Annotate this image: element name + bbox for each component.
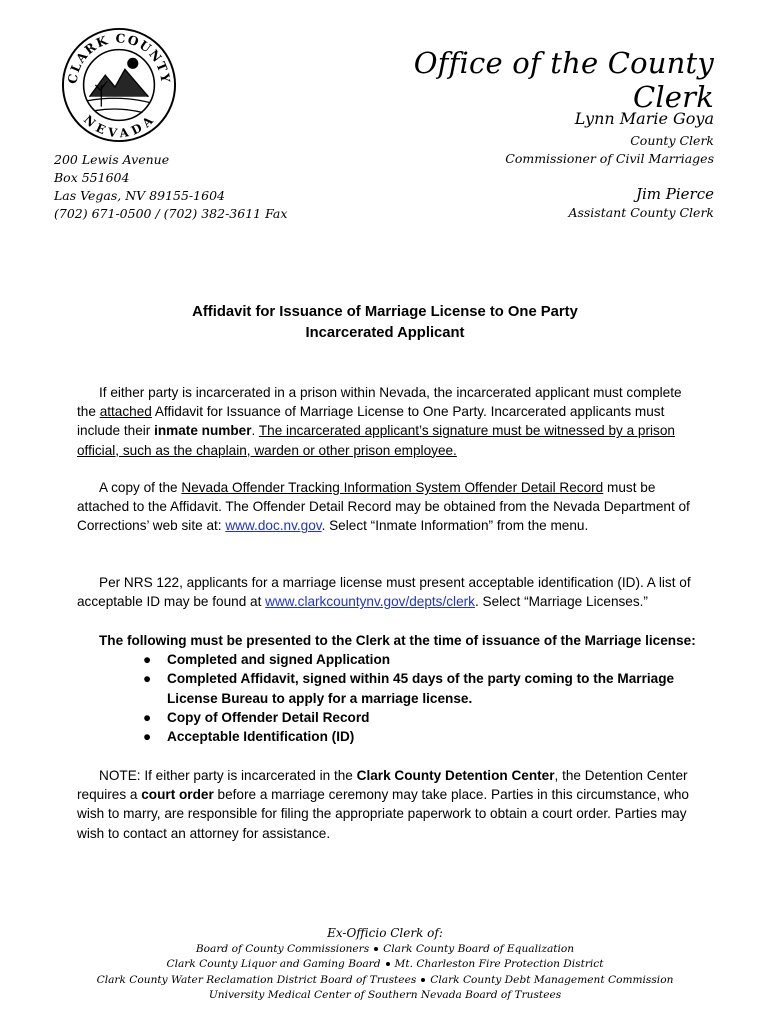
assistant-title: Assistant County Clerk — [568, 205, 714, 220]
bullet-icon: ● — [143, 671, 152, 687]
footer-water-reclamation: Clark County Water Reclamation District Board of Trustees — [96, 973, 417, 986]
address-block — [54, 151, 287, 223]
bullet-icon: ● — [143, 709, 152, 725]
requirements-section — [77, 631, 697, 746]
para3-text-1: Per NRS 122, applicants for a marriage license must present acceptable identification (ID). A list of acceptable ID may be found at — [77, 575, 691, 610]
svg-text:NEVADA — [81, 112, 157, 140]
clerk-title: County Clerk — [630, 133, 714, 148]
note-text-2: , the Detention Center requires a — [77, 768, 688, 803]
para1-text-1: If either party is incarcerated in a prison within Nevada, the incarcerated applicant must complete the — [77, 385, 682, 420]
note-text-1: NOTE: If either party is incarcerated in the — [99, 768, 357, 783]
svg-text:CLARK COUNTY — [64, 31, 173, 85]
document-heading — [0, 302, 770, 344]
document-title-line1: Affidavit for Issuance of Marriage License to One Party — [192, 304, 578, 320]
footer — [0, 925, 770, 1004]
address-line-street: 200 Lewis Avenue — [54, 152, 170, 167]
para2-system-name: Nevada Offender Tracking Information System Offender Detail Record — [181, 480, 604, 495]
requirements-heading: The following must be presented to the Clerk at the time of issuance of the Marriage license: — [99, 633, 696, 648]
bullet-icon — [386, 962, 390, 966]
seal-bottom-text: NEVADA — [80, 112, 158, 141]
clark-county-clerk-link[interactable]: www.clarkcountynv.gov/depts/clerk — [265, 594, 475, 610]
bullet-icon: ● — [143, 729, 152, 745]
footer-line-2 — [0, 957, 770, 972]
para2-text-1: A copy of the — [99, 480, 182, 495]
doc-nv-gov-link[interactable]: www.doc.nv.gov — [225, 518, 322, 534]
footer-board-commissioners: Board of County Commissioners — [195, 943, 370, 955]
note-detention-center: Clark County Detention Center — [356, 768, 555, 783]
footer-debt-management: Clark County Debt Management Commission — [430, 973, 674, 986]
list-item — [77, 727, 697, 746]
para1-signature-note: The incarcerated applicant’s signature must be witnessed by a prison official, such as the chaplain, warden or other prison employee. — [77, 423, 675, 458]
para1-text-3: . — [251, 423, 259, 439]
document-title-line2: Incarcerated Applicant — [305, 325, 465, 341]
clark-county-seal — [60, 26, 178, 144]
clerk-subtitle: Commissioner of Civil Marriages — [505, 151, 714, 166]
requirement-text: Completed Affidavit, signed within 45 days of the party coming to the Marriage License Bureau to apply for a marriage license. — [167, 671, 675, 706]
footer-line-3 — [0, 973, 770, 988]
footer-heading: Ex-Officio Clerk of: — [327, 926, 443, 940]
bullet-icon — [421, 978, 425, 982]
para2-text-2: must be attached to the Affidavit. The Offender Detail Record may be obtained from the Nevada Department of Corrections’ web site at: — [77, 480, 690, 534]
assistant-name: Jim Pierce — [635, 185, 714, 203]
paragraph-offender-record — [77, 478, 697, 536]
footer-liquor-gaming-board: Clark County Liquor and Gaming Board — [166, 958, 381, 971]
bullet-icon: ● — [143, 652, 152, 668]
bullet-icon — [374, 947, 378, 951]
paragraph-note — [77, 766, 697, 843]
footer-line-1 — [0, 942, 770, 957]
paragraph-incarcerated — [77, 383, 697, 460]
clerk-name: Lynn Marie Goya — [574, 109, 714, 128]
requirements-list — [77, 650, 697, 746]
list-item — [77, 708, 697, 727]
requirement-text: Copy of Offender Detail Record — [167, 709, 370, 725]
para1-attached: attached — [99, 404, 152, 420]
para2-text-3: . Select “Inmate Information” from the menu. — [321, 518, 589, 534]
seal-top-text: CLARK COUNTY — [64, 30, 174, 85]
para3-text-2: . Select “Marriage Licenses.” — [474, 594, 648, 610]
clerk-block — [380, 106, 714, 168]
address-line-city: Las Vegas, NV 89155-1604 — [54, 188, 225, 203]
footer-fire-protection: Mt. Charleston Fire Protection District — [394, 958, 604, 971]
note-text-3: before a marriage ceremony may take place. Parties in this circumstance, who wish to marry, are responsible for filing the appropriate paperwork to obtain a court order. Parties may wish to contact an attorney for assistance. — [77, 787, 689, 841]
seal-scene — [88, 58, 151, 112]
office-title: Office of the County Clerk — [413, 46, 714, 114]
list-item — [77, 669, 697, 707]
para1-inmate-number: inmate number — [154, 423, 252, 439]
note-court-order: court order — [141, 787, 214, 803]
list-item — [77, 650, 697, 669]
assistant-block — [380, 184, 714, 222]
address-line-box: Box 551604 — [54, 170, 130, 185]
footer-line-4: University Medical Center of Southern Nevada Board of Trustees — [208, 989, 562, 1002]
requirement-text: Completed and signed Application — [167, 652, 391, 668]
address-line-phone: (702) 671-0500 / (702) 382-3611 Fax — [54, 206, 288, 221]
footer-board-equalization: Clark County Board of Equalization — [383, 943, 575, 955]
paragraph-identification — [77, 573, 697, 611]
requirement-text: Acceptable Identification (ID) — [167, 729, 355, 745]
para1-text-2: Affidavit for Issuance of Marriage License to One Party. Incarcerated applicants must include their — [77, 404, 665, 439]
